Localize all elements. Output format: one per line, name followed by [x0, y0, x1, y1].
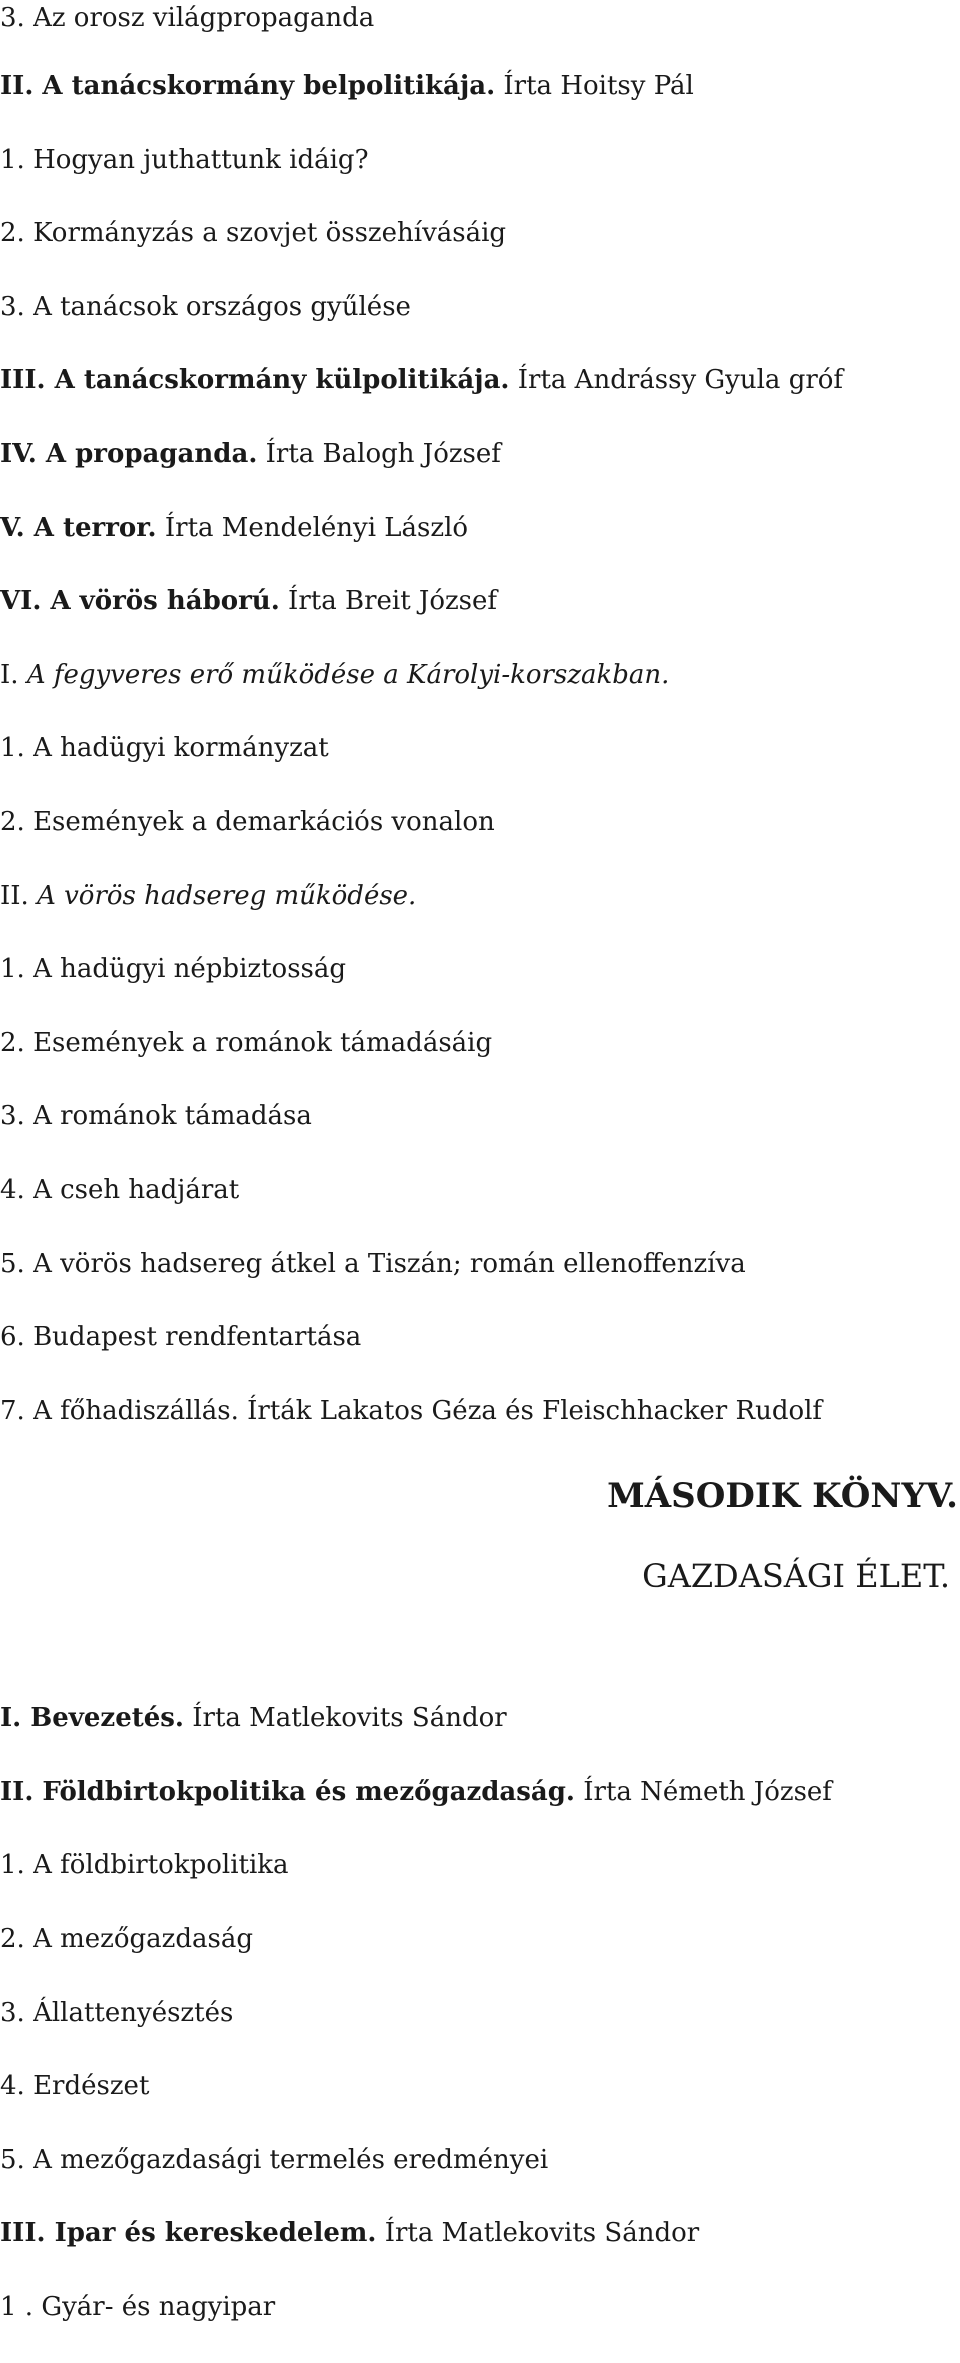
toc-entry-text: 1. A földbirtokpolitika — [0, 1850, 289, 1881]
toc-entry-text: 2. Események a románok támadásáig — [0, 1027, 493, 1058]
toc-entry-text: Írta Andrássy Gyula gróf — [509, 365, 844, 396]
toc-entry-text: 1 . Gyár- és nagyipar — [0, 2292, 276, 2323]
toc-entry-text: 3. A tanácsok országos gyűlése — [0, 291, 411, 322]
toc-entry — [0, 1774, 960, 1848]
toc-entry — [0, 583, 960, 657]
toc-entry-text: Írta Matlekovits Sándor — [183, 1703, 507, 1734]
toc-entry — [0, 878, 960, 952]
toc-entry-text: Írta Hoitsy Pál — [495, 71, 694, 101]
toc-entry-text: 2. A mezőgazdaság — [0, 1924, 253, 1955]
toc-entry-text: 2. Események a demarkációs vonalon — [0, 806, 495, 837]
toc-entry — [0, 289, 960, 363]
toc-entry — [0, 510, 960, 584]
toc-entry — [0, 2289, 960, 2363]
toc-bottom-section — [0, 1700, 960, 2362]
toc-entry — [0, 1172, 960, 1246]
toc-entry-text: II. Földbirtokpolitika és mezőgazdaság. — [0, 1776, 575, 1807]
toc-entry-text: 5. A vörös hadsereg átkel a Tiszán; román ellenoffenzíva — [0, 1248, 746, 1279]
toc-entry-text: A fegyveres erő működése a Károlyi-korszakban. — [26, 659, 670, 690]
toc-entry-text: 6. Budapest rendfentartása — [0, 1322, 362, 1353]
toc-entry — [0, 215, 960, 289]
toc-entry — [0, 142, 960, 216]
toc-entry-text: Írta Balogh József — [257, 438, 501, 469]
toc-entry-text: 3. Állattenyésztés — [0, 1997, 234, 2028]
toc-entry-text: III. Ipar és kereskedelem. — [0, 2218, 377, 2249]
toc-entry — [0, 2068, 960, 2142]
toc-entry-text: III. A tanácskormány külpolitikája. — [0, 365, 510, 396]
toc-entry-text: Írta Breit József — [279, 586, 498, 617]
toc-entry-text: 3. A románok támadása — [0, 1101, 312, 1132]
toc-entry — [0, 436, 960, 510]
toc-entry — [0, 68, 960, 142]
toc-entry — [0, 1921, 960, 1995]
toc-entry — [0, 2215, 960, 2289]
toc-entry-text: V. A terror. — [0, 512, 157, 543]
toc-entry — [0, 657, 960, 731]
toc-entry — [0, 1246, 960, 1320]
toc-entry-text: 1. A hadügyi kormányzat — [0, 733, 329, 764]
book-title: MÁSODIK KÖNYV. — [607, 1476, 958, 1517]
toc-entry-text: Írta Mendelényi László — [156, 512, 469, 543]
book-heading-block — [0, 1466, 960, 1700]
toc-entry — [0, 1393, 960, 1467]
toc-entry-text: Írta Németh József — [574, 1776, 832, 1807]
toc-entry — [0, 362, 960, 436]
toc-entry-text: II. A tanácskormány belpolitikája. — [0, 71, 496, 101]
toc-entry-text: 7. A főhadiszállás. Írták Lakatos Géza és Fleischhacker Rudolf — [0, 1395, 823, 1426]
toc-entry-text: 1. A hadügyi népbiztosság — [0, 954, 347, 985]
toc-entry-text: Írta Matlekovits Sándor — [376, 2218, 700, 2249]
toc-entry-text: I. — [0, 659, 27, 690]
toc-entry-text: 2. Kormányzás a szovjet összehívásáig — [0, 218, 507, 249]
toc-entry — [0, 804, 960, 878]
toc-entry-text: 4. Erdészet — [0, 2071, 150, 2102]
toc-entry-text: A vörös hadsereg működése. — [37, 880, 417, 911]
toc-entry-text: VI. A vörös háború. — [0, 586, 280, 617]
toc-entry — [0, 2142, 960, 2216]
toc-entry — [0, 0, 960, 68]
toc-entry — [0, 951, 960, 1025]
toc-entry — [0, 1995, 960, 2069]
toc-entry-text: IV. A propaganda. — [0, 438, 258, 469]
book-subtitle: GAZDASÁGI ÉLET. — [642, 1557, 950, 1596]
toc-entry-text: I. Bevezetés. — [0, 1703, 184, 1734]
toc-entry — [0, 1098, 960, 1172]
toc-entry-text: 4. A cseh hadjárat — [0, 1174, 240, 1205]
toc-entry — [0, 730, 960, 804]
toc-entry — [0, 1700, 960, 1774]
toc-entry-text: II. — [0, 880, 38, 911]
toc-entry-text: 1. Hogyan juthattunk idáig? — [0, 144, 369, 175]
toc-entry — [0, 1847, 960, 1921]
toc-entry-text: 3. Az orosz világpropaganda — [0, 3, 375, 33]
toc-entry — [0, 1025, 960, 1099]
toc-entry-text: 5. A mezőgazdasági termelés eredményei — [0, 2144, 549, 2175]
toc-entry — [0, 1319, 960, 1393]
